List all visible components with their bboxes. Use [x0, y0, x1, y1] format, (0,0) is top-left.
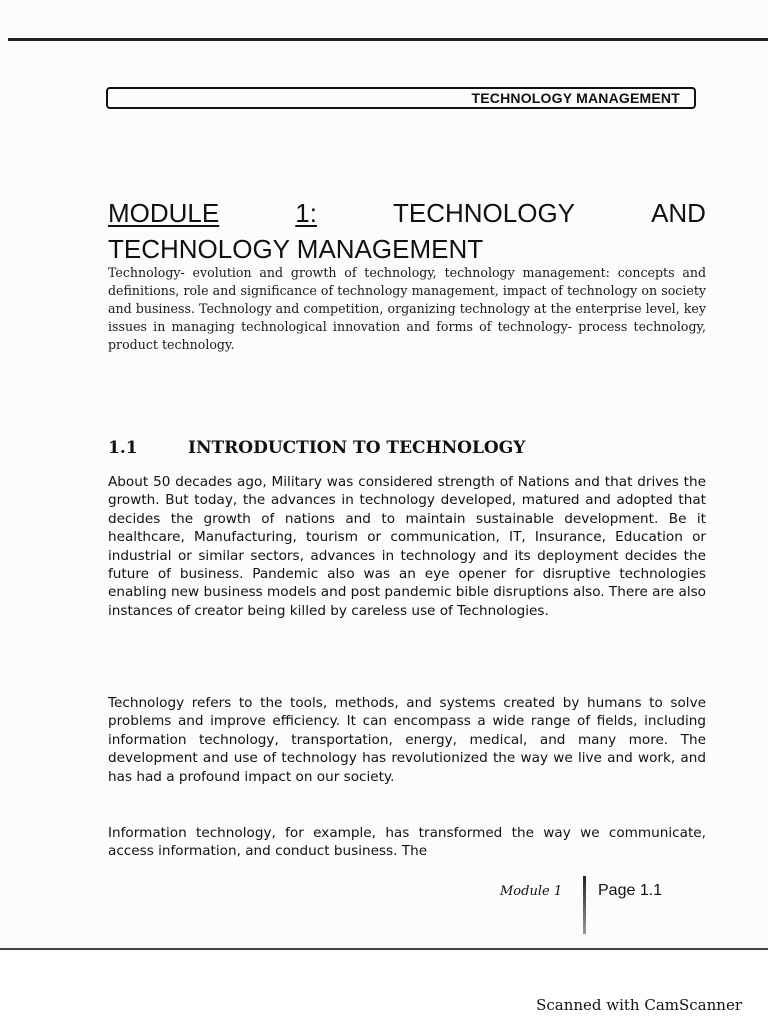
module-title-line2: TECHNOLOGY MANAGEMENT	[108, 234, 484, 264]
section-title: INTRODUCTION TO TECHNOLOGY	[188, 438, 526, 458]
running-header-title: TECHNOLOGY MANAGEMENT	[471, 90, 680, 106]
section-number: 1.1	[108, 438, 138, 458]
footer-page-number: Page 1.1	[598, 882, 663, 899]
module-title-word-and: AND	[651, 198, 706, 228]
module-title-number: 1:	[295, 198, 317, 228]
module-title-word-module: MODULE	[108, 198, 220, 228]
section-heading	[108, 438, 706, 458]
body-paragraph-3: Information technology, for example, has transformed the way we communicate, access information, and conduct business. The	[108, 825, 706, 860]
footer-module-label: Module 1	[500, 884, 563, 899]
module-syllabus: Technology- evolution and growth of technology, technology management: concepts and definitions, role and significance of technology management, impact of technology on society and business. Technology and competition, organizing technology at the enterprise level, key issues in managing technological innovation and forms of technology- process technology, product technology.	[108, 265, 706, 352]
footer-divider	[583, 876, 586, 934]
module-title-word-technology: TECHNOLOGY	[393, 198, 576, 228]
scanner-watermark: Scanned with CamScanner	[536, 996, 742, 1014]
body-paragraph-2: Technology refers to the tools, methods, and systems created by humans to solve problems and improve efficiency. It can encompass a wide range of fields, including information technology, transportation, energy, medical, and many more. The development and use of technology has revolutionized the way we live and work, and has had a profound impact on our society.	[108, 695, 706, 785]
module-title	[108, 195, 706, 267]
running-header-box	[106, 87, 696, 109]
body-paragraph-1: About 50 decades ago, Military was considered strength of Nations and that drives the growth. But today, the advances in technology developed, matured and adopted that decides the growth of nations and to maintain sustainable development. Be it healthcare, Manufacturing, tourism or communication, IT, Insurance, Education or industrial or similar sectors, advances in technology and its deployment decides the future of business. Pandemic also was an eye opener for disruptive technologies enabling new business models and post pandemic bible disruptions also. There are also instances of creator being killed by careless use of Technologies.	[108, 474, 706, 619]
page-bottom-edge	[0, 948, 768, 950]
top-border-line	[8, 38, 768, 41]
